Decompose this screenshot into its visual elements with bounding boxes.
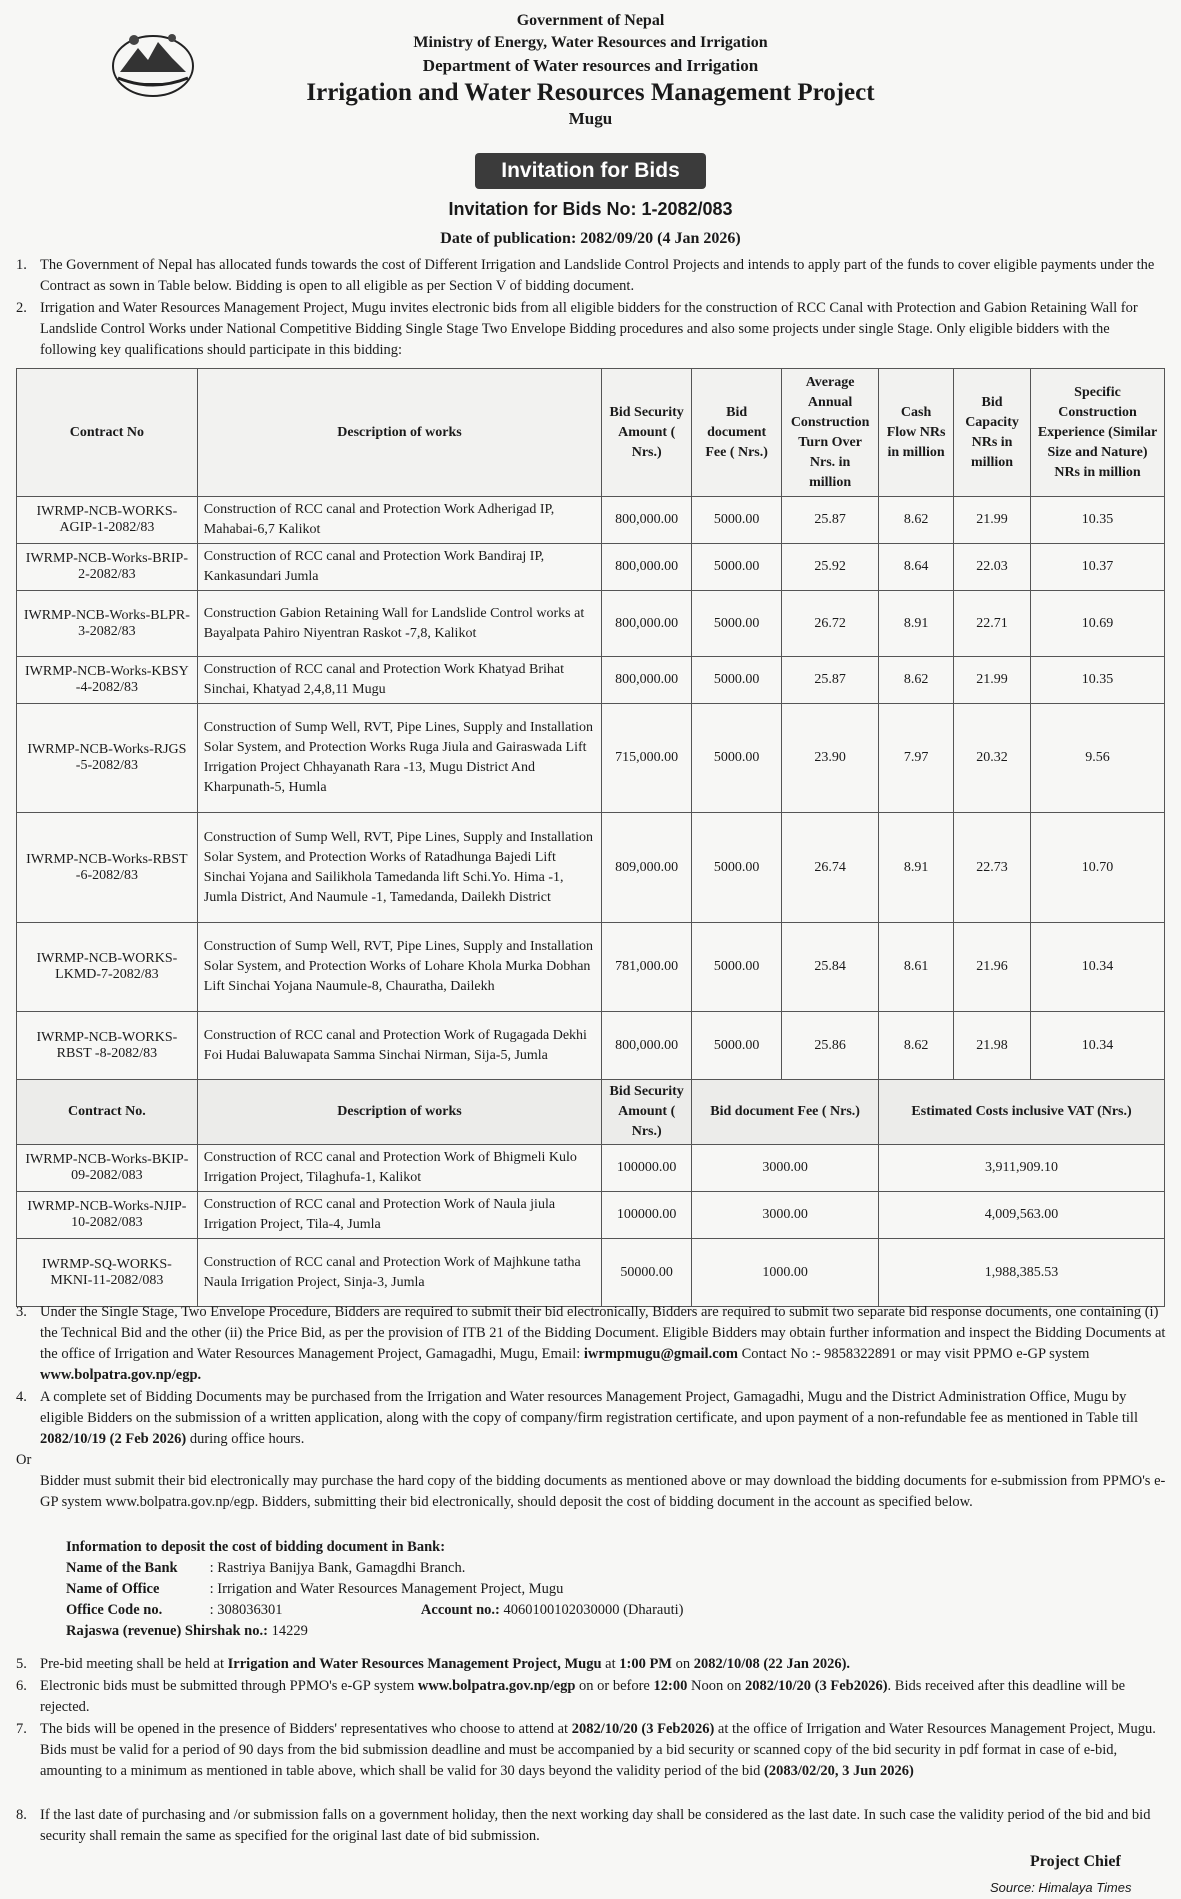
para-6-text: Electronic bids must be submitted through PPMO's e-GP system — [40, 1678, 418, 1694]
table1-header-cell: Bid document Fee ( Nrs.) — [692, 369, 782, 497]
para-4-num: 4. — [16, 1389, 27, 1405]
table2-header-cell: Estimated Costs inclusive VAT (Nrs.) — [879, 1080, 1165, 1145]
table1-row — [17, 591, 1165, 657]
table2-row — [17, 1239, 1165, 1307]
para-3 — [16, 1302, 1166, 1386]
prebid-venue: Irrigation and Water Resources Management Project, Mugu — [227, 1656, 602, 1672]
office-name-value: Irrigation and Water Resources Management Project, Mugu — [217, 1581, 564, 1597]
para-8-text: If the last date of purchasing and /or submission falls on a government holiday, then the next working day shall be considered as the last date. In such case the validity period of the bid and bid security shall remain the same as specified for the original last date of bid submission. — [40, 1807, 1151, 1844]
project-title: Irrigation and Water Resources Management Project — [306, 79, 875, 106]
table2-header-cell: Description of works — [197, 1080, 601, 1145]
table1-row — [17, 813, 1165, 923]
source-credit: Source: Himalaya Times — [990, 1880, 1132, 1895]
value-cell: 10.34 — [1031, 923, 1165, 1012]
value-cell: 800,000.00 — [602, 1012, 692, 1080]
value-cell: 25.84 — [782, 923, 879, 1012]
table1-row — [17, 923, 1165, 1012]
table1-header-cell: Cash Flow NRs in million — [879, 369, 954, 497]
para-6-num: 6. — [16, 1678, 27, 1694]
para-5-text: Pre-bid meeting shall be held at — [40, 1656, 228, 1672]
account-label: Account no.: — [420, 1602, 500, 1618]
value-cell: 715,000.00 — [602, 704, 692, 813]
office-code-label: Office Code no. — [66, 1602, 163, 1618]
contract-no-cell: IWRMP-NCB-Works-NJIP-10-2082/083 — [17, 1192, 198, 1239]
para-5-text-2: at — [601, 1656, 620, 1672]
value-cell: 8.64 — [879, 544, 954, 591]
header-line-1: Government of Nepal — [516, 12, 665, 29]
table1-row — [17, 497, 1165, 544]
contract-no-cell: IWRMP-NCB-WORKS-AGIP-1-2082/83 — [17, 497, 198, 544]
para-1-text: The Government of Nepal has allocated funds towards the cost of Different Irrigation and Landslide Control Projects and intends to apply part of the funds to cover eligible payments under the Contract as sown in Table below. Bidding is open to all eligible as per Section V of bidding document. — [40, 257, 1155, 294]
value-cell: 5000.00 — [692, 704, 782, 813]
table1-row — [17, 544, 1165, 591]
para-2 — [16, 298, 1166, 361]
egp-link: www.bolpatra.gov.np/egp. — [40, 1367, 202, 1383]
value-cell: 800,000.00 — [602, 497, 692, 544]
value-cell: 26.74 — [782, 813, 879, 923]
value-cell: 25.87 — [782, 657, 879, 704]
value-cell: 5000.00 — [692, 544, 782, 591]
value-cell: 5000.00 — [692, 1012, 782, 1080]
description-cell: Construction of RCC canal and Protection Work of Bhigmeli Kulo Irrigation Project, Tilaghufa-1, Kalikot — [197, 1145, 601, 1192]
contract-no-cell: IWRMP-SQ-WORKS-MKNI-11-2082/083 — [17, 1239, 198, 1307]
value-cell: 5000.00 — [692, 813, 782, 923]
para-7-text: The bids will be opened in the presence of Bidders' representatives who choose to attend at — [40, 1721, 572, 1737]
signatory: Project Chief — [1030, 1853, 1121, 1870]
para-4-text-2: during office hours. — [186, 1431, 305, 1447]
value-cell: 9.56 — [1031, 704, 1165, 813]
value-cell: 10.70 — [1031, 813, 1165, 923]
revenue-head-label: Rajaswa (revenue) Shirshak no.: — [66, 1623, 268, 1639]
para-8 — [16, 1805, 1166, 1847]
value-cell: 25.86 — [782, 1012, 879, 1080]
value-cell: 100000.00 — [602, 1192, 692, 1239]
para-7-num: 7. — [16, 1721, 27, 1737]
purchase-deadline: 2082/10/19 (2 Feb 2026) — [40, 1431, 187, 1447]
table1-header-cell: Bid Capacity NRs in million — [954, 369, 1031, 497]
para-4 — [16, 1387, 1166, 1513]
para-3-text: Under the Single Stage, Two Envelope Procedure, Bidders are required to submit their bid electronically, Bidders are required to submit two separate bid response documents, one containing (i) the Technical Bid and the other (ii) the Price Bid, as per the provision of ITB 21 of the Bidding Document. Eligible Bidders may obtain further information and inspect the Bidding Documents at the office of Irrigation and Water Resources Management Project, Gamagadhi, Mugu, Email: — [40, 1304, 1166, 1362]
or-label: Or — [16, 1452, 32, 1468]
table1-header-row — [17, 369, 1165, 497]
para-6-text-4: . Bids received after this deadline will be rejected. — [40, 1678, 1126, 1715]
value-cell: 5000.00 — [692, 591, 782, 657]
para-8-num: 8. — [16, 1807, 27, 1823]
table2-header-row — [17, 1080, 1165, 1145]
contract-no-cell: IWRMP-NCB-WORKS-RBST -8-2082/83 — [17, 1012, 198, 1080]
value-cell: 5000.00 — [692, 923, 782, 1012]
contact-email: iwrmpmugu@gmail.com — [583, 1346, 738, 1362]
value-cell: 8.62 — [879, 1012, 954, 1080]
value-cell: 1,988,385.53 — [879, 1239, 1165, 1307]
value-cell: 1000.00 — [692, 1239, 879, 1307]
table2-header-cell: Contract No. — [17, 1080, 198, 1145]
table1-header-cell: Contract No — [17, 369, 198, 497]
value-cell: 22.73 — [954, 813, 1031, 923]
para-1-num: 1. — [16, 257, 27, 273]
value-cell: 21.98 — [954, 1012, 1031, 1080]
description-cell: Construction of Sump Well, RVT, Pipe Lines, Supply and Installation Solar System, and Protection Works Ruga Jiula and Gairaswada Lift Irrigation Project Chhayanath Rara -13, Mugu District And Kharpunath-5, Humla — [197, 704, 601, 813]
submission-date: 2082/10/20 (3 Feb2026) — [744, 1678, 888, 1694]
table1-header-cell: Bid Security Amount ( Nrs.) — [602, 369, 692, 497]
value-cell: 5000.00 — [692, 497, 782, 544]
office-code-value: 308036301 — [217, 1602, 283, 1618]
header-line-3: Department of Water resources and Irrigation — [422, 56, 759, 75]
contract-no-cell: IWRMP-NCB-Works-RBST -6-2082/83 — [17, 813, 198, 923]
description-cell: Construction of RCC canal and Protection Work Bandiraj IP, Kankasundari Jumla — [197, 544, 601, 591]
value-cell: 10.35 — [1031, 497, 1165, 544]
value-cell: 10.37 — [1031, 544, 1165, 591]
para-5-text-3: on — [672, 1656, 694, 1672]
value-cell: 3000.00 — [692, 1145, 879, 1192]
para-5 — [16, 1654, 1166, 1675]
para-2-text: Irrigation and Water Resources Management Project, Mugu invites electronic bids from all eligible bidders for the construction of RCC Canal with Protection and Gabion Retaining Wall for Landslide Control Works under National Competitive Bidding Single Stage Two Envelope Bidding procedures and also some projects under single Stage. Only eligible bidders with the following key qualifications should participate in this bidding: — [40, 300, 1138, 358]
table2-header-cell: Bid Security Amount ( Nrs.) — [602, 1080, 692, 1145]
description-cell: Construction of Sump Well, RVT, Pipe Lines, Supply and Installation Solar System, and Protection Works of Lohare Khola Murka Dobhan Lift Sinchai Yojana Naumule-8, Chauratha, Dailekh — [197, 923, 601, 1012]
para-2-num: 2. — [16, 300, 27, 316]
value-cell: 23.90 — [782, 704, 879, 813]
prebid-date: 2082/10/08 (22 Jan 2026). — [693, 1656, 851, 1672]
header-line-2: Ministry of Energy, Water Resources and Irrigation — [413, 34, 768, 51]
contract-no-cell: IWRMP-NCB-Works-BRIP-2-2082/83 — [17, 544, 198, 591]
prebid-time: 1:00 PM — [619, 1656, 672, 1672]
value-cell: 8.62 — [879, 497, 954, 544]
table1-row — [17, 657, 1165, 704]
para-7 — [16, 1719, 1166, 1782]
value-cell: 10.34 — [1031, 1012, 1165, 1080]
para-4-text: A complete set of Bidding Documents may be purchased from the Irrigation and Water resources Management Project, Gamagadhi, Mugu and the District Administration Office, Mugu by eligible Bidders on the submission of a written application, along with the copy of company/firm registration certificate, and upon payment of a non-refundable fee as mentioned in Table till — [40, 1389, 1138, 1426]
description-cell: Construction of RCC canal and Protection Work of Rugagada Dekhi Foi Hudai Baluwapata Samma Sinchai Nirman, Sija-5, Jumla — [197, 1012, 601, 1080]
value-cell: 22.71 — [954, 591, 1031, 657]
para-3-text-2: Contact No :- 9858322891 or may visit PPMO e-GP system — [737, 1346, 1090, 1362]
table1-header-cell: Average Annual Construction Turn Over Nrs. in million — [782, 369, 879, 497]
value-cell: 20.32 — [954, 704, 1031, 813]
value-cell: 781,000.00 — [602, 923, 692, 1012]
contract-no-cell: IWRMP-NCB-Works-BLPR-3-2082/83 — [17, 591, 198, 657]
invitation-badge: Invitation for Bids — [475, 153, 706, 189]
value-cell: 100000.00 — [602, 1145, 692, 1192]
para-3-num: 3. — [16, 1304, 27, 1320]
para-6 — [16, 1676, 1166, 1718]
value-cell: 800,000.00 — [602, 591, 692, 657]
bids-table — [16, 368, 1165, 1307]
value-cell: 800,000.00 — [602, 544, 692, 591]
para-6-text-3: Noon on — [687, 1678, 745, 1694]
value-cell: 8.91 — [879, 591, 954, 657]
description-cell: Construction Gabion Retaining Wall for Landslide Control works at Bayalpata Pahiro Niyentran Raskot -7,8, Kalikot — [197, 591, 601, 657]
value-cell: 7.97 — [879, 704, 954, 813]
value-cell: 800,000.00 — [602, 657, 692, 704]
value-cell: 25.87 — [782, 497, 879, 544]
validity-date: (2083/02/20, 3 Jun 2026) — [764, 1763, 914, 1779]
value-cell: 3,911,909.10 — [879, 1145, 1165, 1192]
account-value: 4060100102030000 (Dharauti) — [503, 1602, 684, 1618]
para-6-text-2: on or before — [575, 1678, 654, 1694]
para-1 — [16, 255, 1166, 297]
egp-link-2: www.bolpatra.gov.np/egp — [417, 1678, 576, 1694]
contract-no-cell: IWRMP-NCB-Works-BKIP-09-2082/083 — [17, 1145, 198, 1192]
value-cell: 8.61 — [879, 923, 954, 1012]
value-cell: 21.99 — [954, 497, 1031, 544]
bank-name-value: Rastriya Banijya Bank, Gamagdhi Branch. — [217, 1560, 466, 1576]
value-cell: 21.99 — [954, 657, 1031, 704]
submission-time: 12:00 — [653, 1678, 688, 1694]
value-cell: 22.03 — [954, 544, 1031, 591]
value-cell: 50000.00 — [602, 1239, 692, 1307]
para-7-text-2: at the office of Irrigation and Water Resources Management Project, Mugu. Bids must be valid for a period of 90 days from the bid submission deadline and must be accompanied by a bid security or scanned copy of the bid security in pdf format in case of e-bid, amounting to a minimum as mentioned in table above, which shall be valid for 30 days beyond the validity period of the bid — [40, 1721, 1156, 1779]
value-cell: 10.69 — [1031, 591, 1165, 657]
description-cell: Construction of Sump Well, RVT, Pipe Lines, Supply and Installation Solar System, and Protection Works of Ratadhunga Bajedi Lift Sinchai Yojana and Sailikhola Tamedanda lift Schi.Yo. Hima -1, Jumla District, And Naumule -1, Tamedanda, Dailekh District — [197, 813, 601, 923]
opening-date: 2082/10/20 (3 Feb2026) — [571, 1721, 715, 1737]
bank-info: Information to deposit the cost of bidding document in Bank: Name of the Bank : Rastriya Banijya Bank, Gamagdhi Branch. Name of Office : Irrigation and Water Resources Management Project, Mugu Office Code no. : 308036301 Account no.: 4060100102030000 (Dharauti) Rajaswa (revenue) Shirshak no.: 14229 — [66, 1539, 684, 1639]
value-cell: 8.91 — [879, 813, 954, 923]
table1-header-cell: Description of works — [197, 369, 601, 497]
value-cell: 8.62 — [879, 657, 954, 704]
para-5-num: 5. — [16, 1656, 27, 1672]
bank-info-title: Information to deposit the cost of bidding document in Bank: — [66, 1539, 446, 1555]
description-cell: Construction of RCC canal and Protection Work of Majhkune tatha Naula Irrigation Project, Sinja-3, Jumla — [197, 1239, 601, 1307]
table2-row — [17, 1192, 1165, 1239]
header — [0, 10, 1181, 130]
table1-header-cell: Specific Construction Experience (Similar Size and Nature) NRs in million — [1031, 369, 1165, 497]
description-cell: Construction of RCC canal and Protection Work of Naula jiula Irrigation Project, Tila-4, Jumla — [197, 1192, 601, 1239]
table1-row — [17, 704, 1165, 813]
description-cell: Construction of RCC canal and Protection Work Khatyad Brihat Sinchai, Khatyad 2,4,8,11 Mugu — [197, 657, 601, 704]
value-cell: 3000.00 — [692, 1192, 879, 1239]
revenue-head-value: 14229 — [271, 1623, 308, 1639]
table2-header-cell: Bid document Fee ( Nrs.) — [692, 1080, 879, 1145]
publication-date: Date of publication: 2082/09/20 (4 Jan 2026) — [440, 230, 741, 247]
value-cell: 10.35 — [1031, 657, 1165, 704]
contract-no-cell: IWRMP-NCB-WORKS-LKMD-7-2082/83 — [17, 923, 198, 1012]
value-cell: 809,000.00 — [602, 813, 692, 923]
ifb-number: Invitation for Bids No: 1-2082/083 — [448, 199, 733, 219]
value-cell: 21.96 — [954, 923, 1031, 1012]
value-cell: 26.72 — [782, 591, 879, 657]
value-cell: 25.92 — [782, 544, 879, 591]
description-cell: Construction of RCC canal and Protection Work Adherigad IP, Mahabai-6,7 Kalikot — [197, 497, 601, 544]
project-location: Mugu — [568, 109, 613, 128]
para-4-text-3: Bidder must submit their bid electronically may purchase the hard copy of the bidding documents as mentioned above or may download the bidding documents for e-submission from PPMO's e-GP system www.bolpatra.gov.np/egp. Bidders, submitting their bid electronically, should deposit the cost of bidding document in the account as specified below. — [40, 1473, 1166, 1510]
contract-no-cell: IWRMP-NCB-Works-KBSY -4-2082/83 — [17, 657, 198, 704]
bank-name-label: Name of the Bank — [66, 1560, 178, 1576]
contract-no-cell: IWRMP-NCB-Works-RJGS -5-2082/83 — [17, 704, 198, 813]
office-name-label: Name of Office — [66, 1581, 160, 1597]
value-cell: 5000.00 — [692, 657, 782, 704]
table2-row — [17, 1145, 1165, 1192]
value-cell: 4,009,563.00 — [879, 1192, 1165, 1239]
table1-row — [17, 1012, 1165, 1080]
